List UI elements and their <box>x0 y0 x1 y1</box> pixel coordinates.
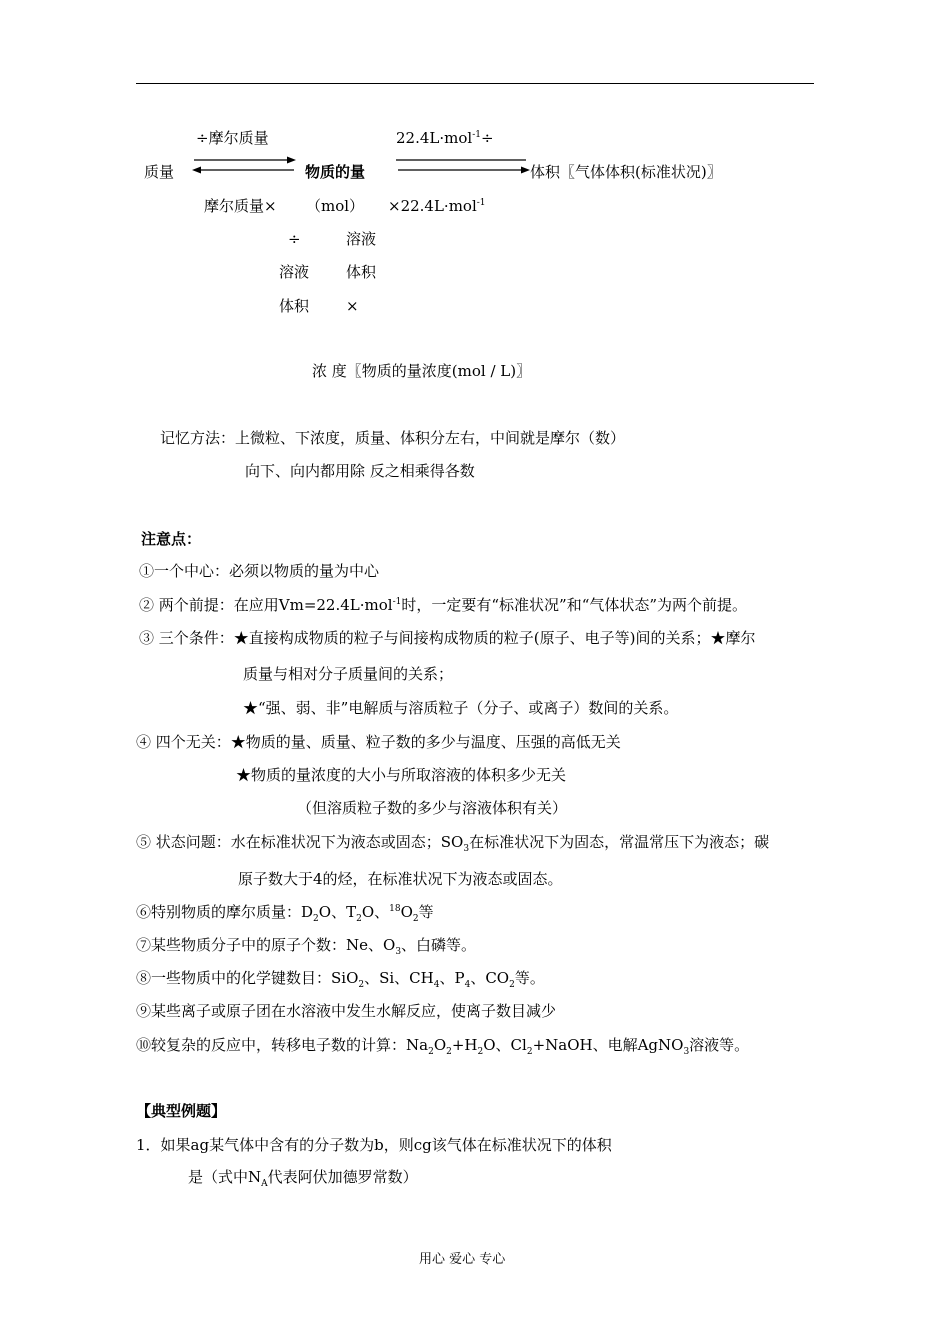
label-divide-molar-volume: 22.4L·mol$^{-1}$÷ <box>396 129 494 147</box>
note-10: ⑩较复杂的反应中，转移电子数的计算：$Na_2O_2+H_2O$、$Cl_2+NaOH$、电解AgNO$_3$溶液等。 <box>136 1036 750 1057</box>
header-rule <box>136 83 814 84</box>
question-1-line-2: 是（式中$N_A$代表阿伏加德罗常数） <box>188 1168 418 1189</box>
label-volume-a: 体积 <box>279 297 310 315</box>
label-times-symbol: × <box>346 297 359 315</box>
label-volume: 体积〖气体体积(标准状况)〗 <box>530 163 722 181</box>
note-2: ② 两个前提：在应用Vm=22.4L·mol$^{-1}$时，一定要有“标准状况”和“气体状态”为两个前提。 <box>139 596 748 614</box>
question-1-line-1: 1．如果ag某气体中含有的分子数为b，则cg该气体在标准状况下的体积 <box>136 1136 612 1154</box>
double-arrow-right <box>392 154 532 166</box>
notes-heading: 注意点： <box>141 530 202 548</box>
note-3-line-1: ③ 三个条件：★直接构成物质的粒子与间接构成物质的粒子(原子、电子等)间的关系；★摩尔 <box>139 629 756 647</box>
label-mass: 质量 <box>144 163 175 181</box>
note-3-line-2: 质量与相对分子质量间的关系； <box>243 665 454 683</box>
note-9: ⑨某些离子或原子团在水溶液中发生水解反应，使离子数目减少 <box>136 1002 557 1020</box>
double-arrow-left <box>190 154 298 166</box>
label-divide-symbol: ÷ <box>288 230 301 248</box>
label-solution-a: 溶液 <box>279 263 310 281</box>
label-solution-b: 溶液 <box>346 230 377 248</box>
note-5-line-2: 原子数大于4的烃，在标准状况下为液态或固态。 <box>238 870 563 888</box>
note-8: ⑧一些物质中的化学键数目：SiO$_2$、Si、$CH_4$、$P_4$、$CO_2$等。 <box>136 969 545 990</box>
examples-heading: 【典型例题】 <box>136 1102 227 1120</box>
note-5-line-1: ⑤ 状态问题：水在标准状况下为液态或固态；$SO_3$在标准状况下为固态，常温常压下为液态；碳 <box>136 833 770 854</box>
label-amount-of-substance: 物质的量 <box>305 163 366 181</box>
label-concentration: 浓 度〖物质的量浓度(mol / L)〗 <box>312 362 532 380</box>
note-3-line-3: ★“强、弱、非”电解质与溶质粒子（分子、或离子）数间的关系。 <box>243 699 679 717</box>
label-mol-unit: （mol） <box>306 197 365 215</box>
note-4-line-3: （但溶质粒子数的多少与溶液体积有关） <box>297 799 568 817</box>
label-times-molar-mass: 摩尔质量× <box>204 197 277 215</box>
note-4-line-1: ④ 四个无关：★物质的量、质量、粒子数的多少与温度、压强的高低无关 <box>136 733 621 751</box>
label-divide-molar-mass: ÷摩尔质量 <box>196 129 269 147</box>
memory-line-1: 记忆方法：上微粒、下浓度，质量、体积分左右，中间就是摩尔（数） <box>160 429 626 447</box>
memory-line-2: 向下、向内都用除 反之相乘得各数 <box>245 462 475 480</box>
label-volume-b: 体积 <box>346 263 377 281</box>
note-4-line-2: ★物质的量浓度的大小与所取溶液的体积多少无关 <box>236 766 567 784</box>
note-1: ①一个中心：必须以物质的量为中心 <box>139 562 380 580</box>
note-6: ⑥特别物质的摩尔质量：$D_2O$、$T_2O$、$^{18}O_2$等 <box>136 903 434 924</box>
note-7: ⑦某些物质分子中的原子个数：Ne、$O_3$、白磷等。 <box>136 936 477 957</box>
page-footer: 用心 爱心 专心 <box>419 1252 506 1267</box>
label-times-molar-volume: ×22.4L·mol$^{-1}$ <box>388 197 486 215</box>
